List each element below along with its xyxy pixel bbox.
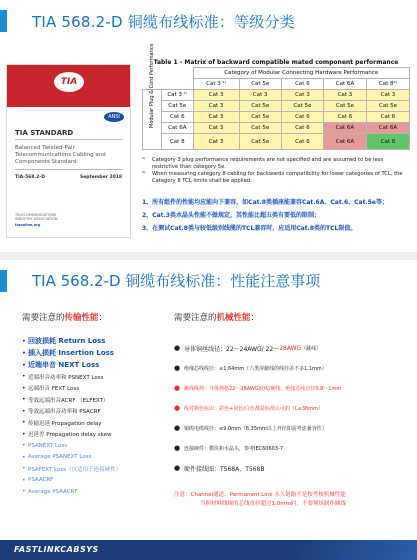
- table-cell: Cat 3: [281, 90, 323, 101]
- table-group-header: Category of Modular Connecting Hardware Performance: [193, 68, 409, 79]
- table-cell: Cat 3: [193, 134, 239, 150]
- transmission-list: [22, 335, 172, 498]
- list-item: ● 线对颜色标识：彩色+双色/白色都是标准认可的（L≤38mm）: [174, 404, 323, 412]
- header-accent-bar: [0, 10, 7, 32]
- table-cell: Cat 3: [193, 123, 239, 134]
- list-item: • PSAACRF: [22, 476, 54, 484]
- table-cell: Cat 5e: [239, 112, 281, 123]
- table-cell: Cat 5e: [366, 101, 409, 112]
- footer-bar: [0, 540, 417, 560]
- col-header: Cat 5e: [239, 79, 281, 90]
- notice-text: [174, 491, 410, 509]
- notice-line: 当照材料线规的芯线直径超过1.0mm时，不要现场制作跳线: [200, 501, 346, 507]
- table-cell: Cat 6: [324, 112, 367, 123]
- slide-1: [0, 0, 417, 252]
- slide-2: [0, 260, 417, 560]
- cover-doc-number: TIA-568.2-D: [15, 175, 45, 180]
- table-cell: Cat 3: [324, 90, 367, 101]
- cover-standard-label: TIA STANDARD: [15, 129, 74, 137]
- table-cell: Cat 6: [281, 123, 323, 134]
- list-item: ● 硬件接线图：T568A、T568B: [174, 464, 265, 473]
- list-item: • 近端串音 NEXT Loss: [22, 361, 100, 369]
- list-item: • 等效远端串音功率和 PSACRF: [22, 407, 101, 416]
- list-item: • 远端串音 FEXT Loss: [22, 384, 80, 393]
- cover-publisher: TELECOMMUNICATIONS INDUSTRY ASSOCIATION: [15, 213, 58, 221]
- list-item: • PSAFEXT Loss（仅适用于连接硬件）: [22, 465, 122, 473]
- table-cell: Cat 5e: [239, 134, 281, 150]
- mechanical-list: [174, 338, 410, 478]
- table-cell: Cat 5e: [239, 101, 281, 112]
- table-cell: Cat 5e: [324, 101, 367, 112]
- cover-divider: [15, 169, 123, 170]
- table-cell: Cat 3: [193, 90, 239, 101]
- list-item: • 迟延差 Propagation delay skew: [22, 430, 112, 439]
- table-cell: Cat 6A: [324, 134, 367, 150]
- list-item: ● 跳线线规：导体规格22～28AWG软线/硬线，绝缘芯线直径0.8～1mm: [174, 384, 342, 392]
- standard-cover-image: [6, 64, 131, 238]
- row-header: Cat 8: [162, 134, 194, 150]
- col-header: Cat 6A: [324, 79, 367, 90]
- table-note: ²⁾ When measuring category 8 cabling for backwards compatibility for lower categories of TCL, the Category 8 TCL limits shall be applied.: [142, 171, 403, 184]
- table-cell: Cat 8: [366, 134, 409, 150]
- row-header: Cat 3 ¹⁾: [162, 90, 194, 101]
- col-header: Cat 8²⁾: [366, 79, 409, 90]
- list-item: ● 绝缘芯线线径：≤1.64mm（六类屏蔽线的线径差不多1.1mm）: [174, 364, 327, 372]
- table-cell: Cat 3: [239, 90, 281, 101]
- list-item: • PSANEXT Loss: [22, 442, 68, 450]
- transmission-heading: 需要注意的传输性能：: [22, 313, 108, 323]
- table-cell: Cat 3: [193, 101, 239, 112]
- bullet-item: 1、所有组件的性能均应能向下兼容，如Cat.8类插座能兼容Cat.6A、Cat.6、Cat.5e等；: [142, 199, 388, 206]
- list-item: • 插入损耗 Insertion Loss: [22, 349, 114, 357]
- table-cell: Cat 6: [281, 134, 323, 150]
- bullet-item: 2、Cat.3类水晶头性能不做规定，其性能比超五类有要低的限制；: [142, 212, 320, 219]
- list-item: • Average PSANEXT Loss: [22, 453, 92, 461]
- col-header: Cat 3 ¹⁾: [193, 79, 239, 90]
- row-header: Cat 6A: [162, 123, 194, 134]
- list-item: ● 导体铜丝线径：22～24AWG/ 22～ 28AWG （跳线）: [174, 344, 322, 353]
- cover-red-band: [7, 65, 130, 107]
- slide-1-header: [0, 6, 417, 36]
- slide-2-title: TIA 568.2-D 铜缆布线标准：性能注意事项: [32, 272, 321, 290]
- list-item: • Average PSAACRF: [22, 488, 78, 496]
- list-item: ● 连接硬件：模块和水晶头，参考IEC60603-7: [174, 444, 284, 452]
- table-cell: Cat 6: [281, 112, 323, 123]
- col-header: Cat 6: [281, 79, 323, 90]
- table-cell: Cat 5e: [239, 123, 281, 134]
- row-header: Cat 5e: [162, 101, 194, 112]
- list-item: • 等效远端串音ACRF （ELFEXT）: [22, 396, 109, 404]
- mechanical-heading: 需要注意的机械性能：: [174, 313, 260, 323]
- list-item: • 近端串音功率和 PSNEXT Loss: [22, 373, 104, 381]
- footer-brand: FASTLINKCABSYS: [14, 545, 99, 554]
- table-cell: Cat 3: [193, 112, 239, 123]
- footer-stripe: [297, 540, 417, 560]
- slide-separator: [0, 252, 417, 260]
- table-notes: [142, 157, 410, 185]
- table-cell: Cat 5e: [281, 101, 323, 112]
- bullet-item: 3、在测试Cat.8类与较低级别线缆的TCL兼容时，应适用Cat.8类的TCL限值。: [142, 225, 357, 232]
- list-item: • 回波损耗 Return Loss: [22, 337, 106, 345]
- header-accent-bar: [0, 270, 7, 292]
- tia-logo: TIA: [54, 72, 84, 92]
- list-item: ● 铜缆电缆线径：≤9.0mm（6.35mm以上外径即需考虑兼容性）: [174, 424, 327, 432]
- cover-subtitle: Balanced Twisted-Pair Telecommunications Cabling and Components Standard: [15, 145, 106, 165]
- table-cell: Cat 6: [366, 112, 409, 123]
- list-item: • 传输迟延 Propagation delay: [22, 419, 102, 427]
- row-group-label: Modular Plug & Cord Performance: [143, 90, 162, 150]
- slide-1-title: TIA 568.2-D 铜缆布线标准：等级分类: [32, 13, 295, 31]
- cover-website: tiaonline.org: [15, 223, 41, 227]
- cover-date: September 2018: [80, 175, 122, 180]
- compatibility-bullets: [142, 198, 412, 237]
- row-header: Cat 6: [162, 112, 194, 123]
- table-cell: Cat 6A: [324, 123, 367, 134]
- table-cell: Cat 3: [366, 90, 409, 101]
- table-title: Table 1 - Matrix of backward compatible mated component performance: [153, 59, 399, 66]
- ansi-logo: ANSI: [104, 112, 124, 122]
- table-note: ¹⁾ Category 3 plug performance requirements are not specified and are assumed to be less restrictive than category 5e.: [142, 157, 384, 170]
- notice-line: 注意：Channel通道、Permanent Link 永久链路不是按考核机械性能: [174, 492, 346, 498]
- table-cell: Cat 6A: [366, 123, 409, 134]
- cover-divider: [15, 139, 123, 140]
